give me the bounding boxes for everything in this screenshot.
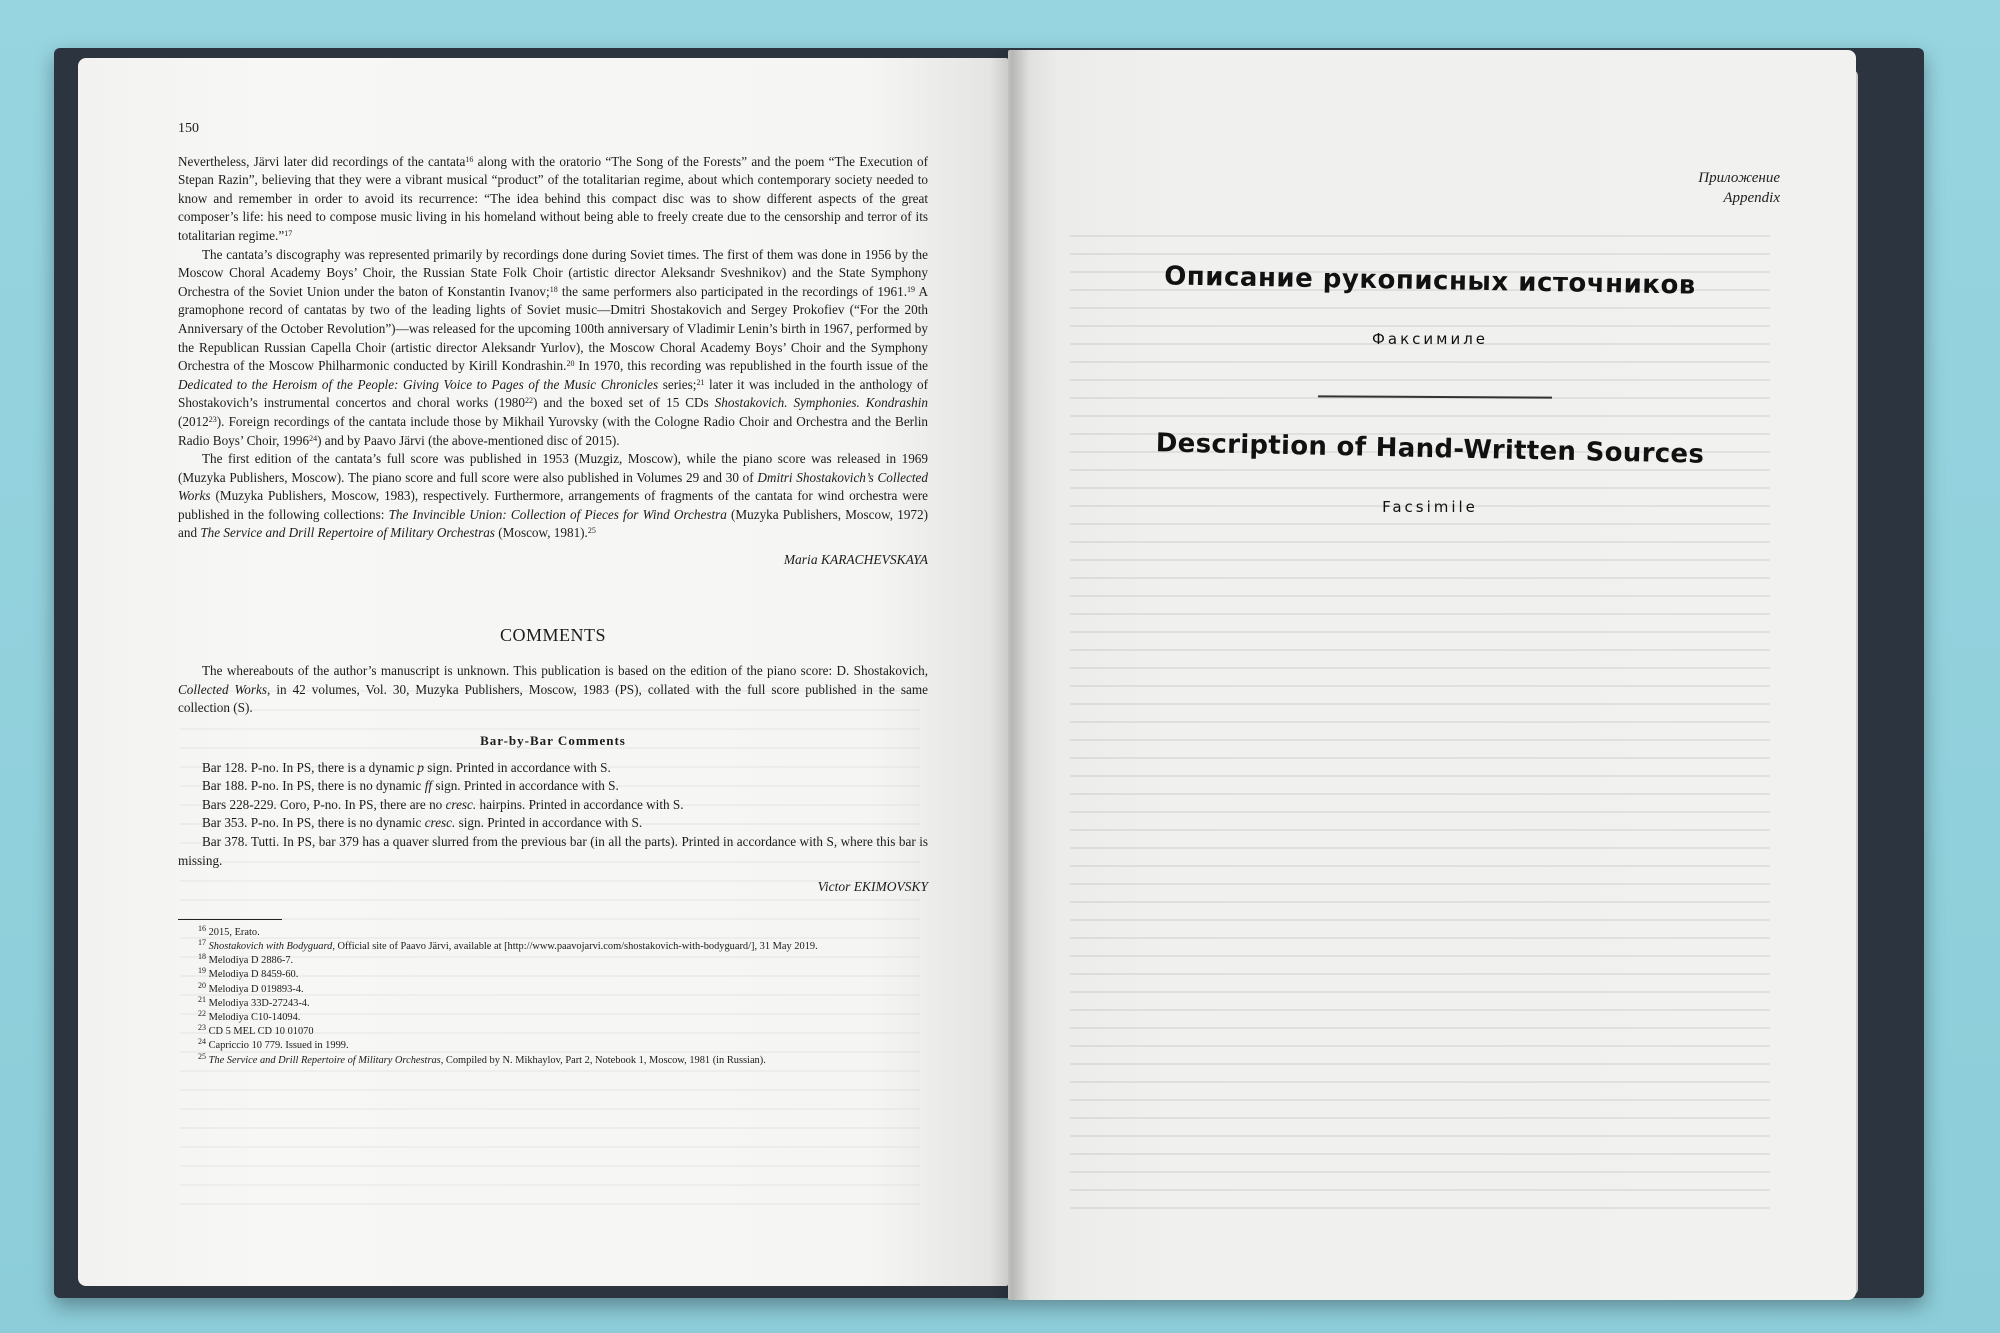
title-english: Description of Hand-Written Sources [1155,428,1705,470]
page-number: 150 [178,121,199,136]
footnote [178,937,928,954]
footnote-ref: 22 [525,396,533,406]
italic-text: The Invincible Union: Collection of Pieces for Wind Orchestra [388,506,727,522]
comments-intro [178,662,928,718]
article-body [178,153,928,543]
footnote [178,980,928,997]
italic-text: The Service and Drill Repertoire of Military Orchestras [208,1054,441,1066]
text-run: Capriccio 10 779. Issued in 1999. [206,1040,349,1052]
text-run: Nevertheless, Järvi later did recordings of the cantata [178,153,466,169]
text-run: the same performers also participated in the recordings of 1961. [557,283,907,299]
footnote-ref: 17 [284,228,293,238]
footnote-ref: 25 [198,1051,206,1061]
bar-by-bar-heading: Bar-by-Bar Comments [480,733,626,749]
footnote [178,994,928,1011]
italic-text: cresc. [445,796,477,812]
title-russian: Описание рукописных источников [1163,261,1697,301]
text-run: Melodiya 33D-27243-4. [206,997,310,1009]
footnote-ref: 19 [907,284,915,294]
italic-text: ff [424,778,433,794]
text-run: A gramophone record of cantatas by two of the leading lights of Soviet music—Dmitri Shostakovich and Sergey Prokofiev (“For the 20th Anniversary of the October Revolution”)—was released for the upcoming 100th anniversary of Vladimir Lenin’s birth in 1967, performed by the Republican Russian Capella Choir (artistic director Aleksandr Yurlov), the Moscow Choral Academy Boys’ Choir and the Symphony Orchestra of the Moscow Philharmonic conducted by Kirill Kondrashin. [178,283,929,374]
footnote-ref: 16 [198,923,206,933]
footnote-ref: 21 [198,994,206,1004]
text-run: Melodiya D 8459-60. [206,969,299,981]
text-run: 2015, Erato. [206,926,260,938]
text-run: The cantata’s discography was represented primarily by recordings done during Soviet times. The first of them was done in 1956 by the Moscow Choral Academy Boys’ Choir, the Russian State Folk Choir (artistic director Aleksandr Sveshnikov) and the State Symphony Orchestra of the Soviet Union under the baton of Konstantin Ivanov; [178,246,928,299]
text-run: The first edition of the cantata’s full score was published in 1953 (Muzgiz, Moscow), while the piano score was released in 1969 (Muzyka Publishers, Moscow). The piano score and full score were also published in Volumes 29 and 30 of [178,451,928,485]
text-run: ) and by Paavo Järvi (the above-mentioned disc of 2015). [317,432,620,448]
text-run: sign. Printed in accordance with S. [423,759,611,775]
text-run: (Muzyka Publishers, Moscow, 1972) and [178,506,929,541]
bar-comments-list [178,759,928,871]
footnote-ref: 24 [198,1037,206,1047]
text-run: , in 42 volumes, Vol. 30, Muzyka Publishers, Moscow, 1983 (PS), collated with the full score published in the same collection (S). [178,681,928,716]
text-run: Melodiya D 2886-7. [206,955,294,967]
footnote-ref: 18 [198,952,206,962]
show-through-text-right [1070,235,1770,1215]
text-run: (2012 [178,413,209,429]
book-gutter [990,50,1030,1300]
text-run: later it was included in the anthology of Shostakovich’s instrumental concertos and choral works (1980 [178,376,928,411]
footnote [178,954,928,968]
footnote-ref: 24 [309,433,318,443]
comments-heading: COMMENTS [499,624,606,645]
footnote [178,1039,928,1053]
left-page-text [178,120,928,1068]
bar-comment [178,777,928,796]
appendix-label-ru: Приложение [1698,170,1780,186]
text-run: Bars 228-229. Coro, P-no. In PS, there are no [202,796,446,812]
footnotes [178,923,928,1068]
text-run: , Compiled by N. Mikhaylov, Part 2, Notebook 1, Moscow, 1981 (in Russian). [440,1054,766,1066]
text-run: (Muzyka Publishers, Moscow, 1983), respectively. Furthermore, arrangements of fragments of the cantata for wind orchestra were published in the following collections: [178,488,928,522]
text-run: sign. Printed in accordance with S. [455,815,643,831]
text-run: ). Foreign recordings of the cantata include those by Mikhail Yurovsky (with the Cologne Radio Choir and Orchestra and the Berlin Radio Boys’ Choir, 1996 [178,413,928,448]
italic-text: Shostakovich. Symphonies. Kondrashin [714,395,928,411]
comments-signature: Victor EKIMOVSKY [817,879,928,895]
author-signature: Maria KARACHEVSKAYA [783,552,928,568]
text-run: ) and the boxed set of 15 CDs [533,395,715,411]
italic-text: Dmitri Shostakovich’s Collected Works [178,469,928,504]
footnote [178,968,928,982]
italic-text: cresc. [424,815,456,831]
text-run: Melodiya D 019893-4. [206,983,304,995]
text-run: series; [658,376,697,392]
text-run: hairpins. Printed in accordance with S. [476,796,684,812]
text-run: In 1970, this recording was republished in the fourth issue of the [574,358,928,374]
text-run: Bar 128. P-no. In PS, there is a dynamic [202,759,418,775]
subtitle-russian: Факсимиле [1371,330,1489,348]
appendix-label-en: Appendix [1723,190,1780,206]
text-run: Bar 353. P-no. In PS, there is no dynamic [202,815,425,831]
footnote-separator [178,919,282,920]
body-paragraph [178,153,928,246]
footnote-ref: 23 [208,414,217,424]
footnote-ref: 22 [198,1009,206,1018]
italic-text: Dedicated to the Heroism of the People: Giving Voice to Pages of the Music Chronicles [178,376,659,392]
footnote-ref: 19 [198,966,206,976]
footnote [178,923,928,940]
italic-text: p [417,759,424,775]
text-run: Melodiya C10-14094. [206,1012,301,1023]
footnote-ref: 20 [198,980,206,990]
footnote-ref: 18 [549,284,558,294]
body-paragraph [178,246,928,451]
footnote-ref: 25 [587,526,596,536]
footnote [178,1051,928,1068]
footnote [178,1011,928,1025]
appendix-label [1698,168,1780,208]
italic-text: Shostakovich with Bodyguard [208,940,333,952]
text-run: along with the oratorio “The Song of the Forests” and the poem “The Execution of Stepan Razin”, believing that they were a vibrant musical “product” of the totalitarian regime, about which contemporary society needed to know and remember in order to avoid its recurrence: “The idea behind this compact disc was to show different aspects of the great composer’s life: his need to compose music living in his homeland without being able to freely create due to the censorship and terror of its totalitarian regime.” [178,153,928,243]
footnote-ref: 17 [198,937,206,947]
italic-text: Collected Works [178,681,268,697]
bar-comment [178,796,928,815]
body-paragraph [178,450,928,543]
text-run: The whereabouts of the author’s manuscript is unknown. This publication is based on the edition of the piano score: D. Shostakovich, [202,663,928,679]
footnote [178,1025,928,1039]
footnote-ref: 16 [465,154,474,164]
text-run: (Moscow, 1981). [494,525,588,541]
bar-comment [178,759,928,778]
text-run: Bar 188. P-no. In PS, there is no dynamic [202,778,425,794]
footnote-ref: 21 [696,377,705,387]
text-run: Bar 378. Tutti. In PS, bar 379 has a quaver slurred from the previous bar (in all the parts). Printed in accordance with S, where this bar is missing. [178,834,928,868]
bar-comment [178,814,928,833]
footnote-ref: 23 [198,1023,206,1033]
text-run: CD 5 MEL CD 10 01070 [206,1026,314,1038]
text-run: , Official site of Paavo Järvi, available at [http://www.paavojarvi.com/shostakovich-with-bodyguard/], 31 May 2019. [332,940,818,952]
italic-text: The Service and Drill Repertoire of Military Orchestras [200,525,495,541]
text-run: sign. Printed in accordance with S. [432,778,619,794]
bar-comment [178,833,928,870]
footnote-ref: 20 [566,359,575,369]
subtitle-english: Facsimile [1382,498,1478,516]
